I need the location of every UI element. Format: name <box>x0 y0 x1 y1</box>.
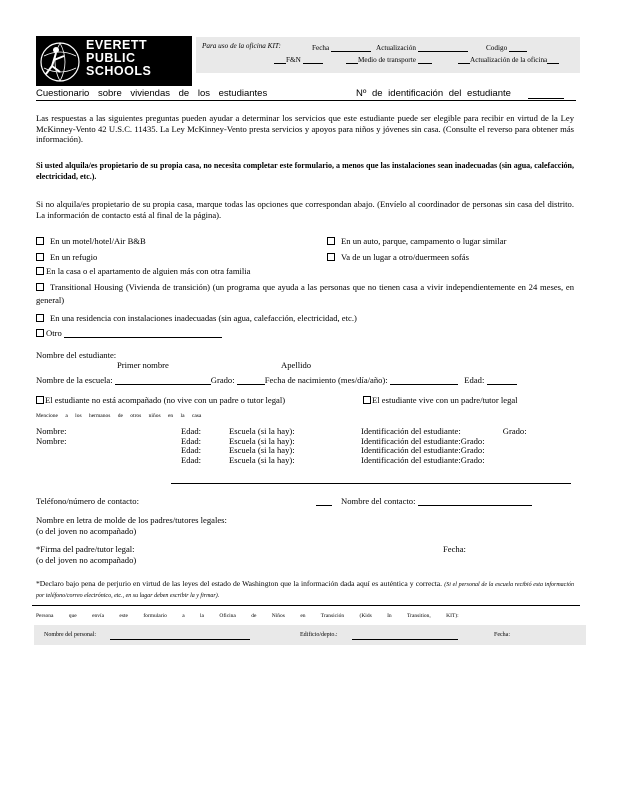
guardian-with-parent[interactable] <box>363 395 518 405</box>
siblings-heading: Mencione a los hermanos de otros niños en la casa <box>36 413 202 419</box>
office-transport-field-2[interactable] <box>418 54 432 64</box>
office-fn-field-2[interactable] <box>303 54 323 64</box>
parent-or-youth: (o del joven no acompañado) <box>36 526 137 536</box>
office-fecha-label: Fecha <box>312 44 330 52</box>
office-use-box <box>196 37 580 73</box>
option-inadequate[interactable] <box>36 313 357 323</box>
office-fn-label: F&N <box>286 56 301 64</box>
office-code-field[interactable] <box>509 42 527 52</box>
office-update-label: Actualización <box>376 44 416 52</box>
declaration <box>36 579 574 601</box>
sibling-school-label: Escuela (si la hay): <box>229 454 295 465</box>
dob-label: Fecha de nacimiento (mes/día/año): <box>264 375 388 385</box>
grade-field[interactable] <box>237 375 265 385</box>
office-update-field[interactable] <box>418 42 468 52</box>
owner-note: Si usted alquila/es propietario de su propia casa, no necesita completar este formulario, a menos que las instalaciones sean inadecuadas (sin agua, calefacción, electricidad, etc.). <box>36 161 574 181</box>
sibling-age-label: Edad: <box>181 454 202 465</box>
option-transitional-label: Transitional Housing (Vivienda de transición) (un programa que ayuda a las personas que no tienen casa a vivir independientemente en 24 meses, en general) <box>36 282 574 305</box>
signature-block <box>36 544 136 566</box>
sibling-id-label: Identificación del estudiante: <box>361 435 461 446</box>
student-id-field[interactable] <box>528 89 564 99</box>
contact-name-label: Nombre del contacto: <box>341 496 416 506</box>
staff-date-label: Fecha: <box>494 632 510 638</box>
staff-building-label: Edificio/depto.: <box>300 632 338 638</box>
checkbox[interactable] <box>36 329 44 337</box>
staff-building-field[interactable] <box>352 631 458 640</box>
option-couch-label: Va de un lugar a otro/duermeen sofás <box>341 252 469 262</box>
globe-figure-icon <box>38 36 84 86</box>
contact-phone-field[interactable] <box>316 496 332 506</box>
option-other-family[interactable] <box>36 266 251 276</box>
option-motel[interactable] <box>36 236 146 246</box>
office-heading: Para uso de la oficina KIT: <box>202 42 281 50</box>
student-id-label: Nº de identificación del estudiante <box>356 88 511 99</box>
age-field[interactable] <box>487 375 517 385</box>
option-motel-label: En un motel/hotel/Air B&B <box>50 236 146 246</box>
other-field[interactable] <box>64 328 222 338</box>
sibling-name-label: Nombre: <box>36 426 67 436</box>
staff-name-field[interactable] <box>110 631 250 640</box>
option-car[interactable] <box>327 236 506 246</box>
signature-label: *Firma del padre/tutor legal: <box>36 544 135 554</box>
office-update2-field[interactable] <box>458 54 470 64</box>
signature-or-youth: (o del joven no acompañado) <box>36 555 137 565</box>
option-other-label: Otro <box>46 328 62 338</box>
sibling-grade-label: Grado: <box>460 454 485 465</box>
contact-phone-label: Teléfono/número de contacto: <box>36 496 139 506</box>
signature-date-label: Fecha: <box>443 544 466 554</box>
first-name-label: Primer nombre <box>117 360 169 370</box>
office-transport-field[interactable] <box>346 54 358 64</box>
sibling-id-label: Identificación del estudiante: <box>361 445 461 455</box>
checkbox[interactable] <box>327 237 335 245</box>
option-transitional[interactable] <box>36 281 574 307</box>
logo-wordmark: EVERETT PUBLIC SCHOOLS <box>86 38 152 78</box>
parent-name-label: Nombre en letra de molde de los padres/tutores legales: <box>36 515 227 525</box>
staff-box <box>34 625 586 645</box>
office-update2-field-2[interactable] <box>547 54 559 64</box>
office-fecha-field[interactable] <box>331 42 371 52</box>
sibling-name-col <box>36 427 67 446</box>
checkbox[interactable] <box>36 283 44 291</box>
school-logo <box>36 36 192 86</box>
declaration-note: (Si el personal de la escuela recibió esta información por teléfono/correo electrónico, etc., en su lugar deben escribir la y firmar). <box>36 582 575 599</box>
option-inadequate-label: En una residencia con instalaciones inadecuadas (sin agua, calefacción, electricidad, etc.) <box>50 313 357 323</box>
sibling-grade-label: Grado: <box>460 445 485 455</box>
student-name-label: Nombre del estudiante: <box>36 350 117 360</box>
guardian-unaccompanied[interactable] <box>36 395 285 405</box>
sibling-name-label: Nombre: <box>36 435 67 446</box>
sender-label: Persona que envía este formulario a la Oficina de Niños en Transición (Kids In Transition, KIT): <box>36 613 459 619</box>
sibling-grade-label: Grado: <box>460 435 485 446</box>
option-couch[interactable] <box>327 252 469 262</box>
staff-name-label: Nombre del personal: <box>44 632 96 638</box>
dob-field[interactable] <box>390 375 458 385</box>
parent-name-block <box>36 515 227 537</box>
sibling-age-label: Edad: <box>181 426 202 436</box>
option-other[interactable] <box>36 328 222 338</box>
sibling-id-label: Identificación del estudiante: <box>361 426 461 436</box>
sibling-id-col <box>361 427 527 465</box>
declaration-rule <box>32 605 580 606</box>
checkbox[interactable] <box>363 396 371 404</box>
sibling-school-label: Escuela (si la hay): <box>229 435 295 446</box>
checkbox[interactable] <box>36 396 44 404</box>
school-field[interactable] <box>115 375 211 385</box>
checkbox[interactable] <box>327 253 335 261</box>
school-label: Nombre de la escuela: <box>36 375 113 385</box>
option-shelter[interactable] <box>36 252 97 262</box>
office-fn-field[interactable] <box>274 54 286 64</box>
sibling-school-label: Escuela (si la hay): <box>229 445 295 455</box>
grade-label: Grado: <box>210 375 235 385</box>
declaration-text: *Declaro bajo pena de perjurio en virtud de las leyes del estado de Washington que la información dada aquí es auténtica y correcta. <box>36 579 443 588</box>
guardian-unaccompanied-label: El estudiante no está acompañado (no vive con un padre o tutor legal) <box>45 395 286 405</box>
checkbox[interactable] <box>36 253 44 261</box>
intro-paragraph: Las respuestas a las siguientes preguntas pueden ayudar a determinar los servicios que este estudiante puede ser elegible para recibir en virtud de la Ley McKinney-Vento 42 U.S.C. 11435. La Ley McKinney-Vento presta servicios y apoyos para niños y jóvenes sin casa. (Consulte el reverso para obtener más información). <box>36 113 574 144</box>
instructions-paragraph: Si no alquila/es propietario de su propia casa, marque todas las opciones que correspondan abajo. (Envíelo al coordinador de personas sin casa del distrito. La información de contacto está al final de la página). <box>36 199 574 220</box>
checkbox[interactable] <box>36 314 44 322</box>
checkbox[interactable] <box>36 267 44 275</box>
sibling-age-col <box>181 427 201 465</box>
siblings-rule <box>171 483 571 484</box>
age-label: Edad: <box>464 375 485 385</box>
sibling-age-label: Edad: <box>181 435 202 446</box>
option-shelter-label: En un refugio <box>50 252 98 262</box>
sibling-school-label: Escuela (si la hay): <box>229 426 295 436</box>
office-code-label: Codigo <box>486 44 508 52</box>
sibling-school-col <box>229 427 295 465</box>
form-title: Cuestionario sobre viviendas de los estudiantes <box>36 88 268 99</box>
option-car-label: En un auto, parque, campamento o lugar similar <box>341 236 507 246</box>
option-other-family-label: En la casa o el apartamento de alguien más con otra familia <box>46 266 251 276</box>
checkbox[interactable] <box>36 237 44 245</box>
contact-name-field[interactable] <box>418 496 532 506</box>
office-transport-label: Medio de transporte <box>358 56 416 64</box>
sibling-grade-label: Grado: <box>502 426 527 436</box>
title-rule <box>36 100 576 101</box>
sibling-id-label: Identificación del estudiante: <box>361 454 461 465</box>
last-name-label: Apellido <box>281 360 312 370</box>
sibling-age-label: Edad: <box>181 445 202 455</box>
office-update2-label: Actualización de la oficina <box>470 56 548 64</box>
guardian-with-parent-label: El estudiante vive con un padre/tutor legal <box>372 395 518 405</box>
